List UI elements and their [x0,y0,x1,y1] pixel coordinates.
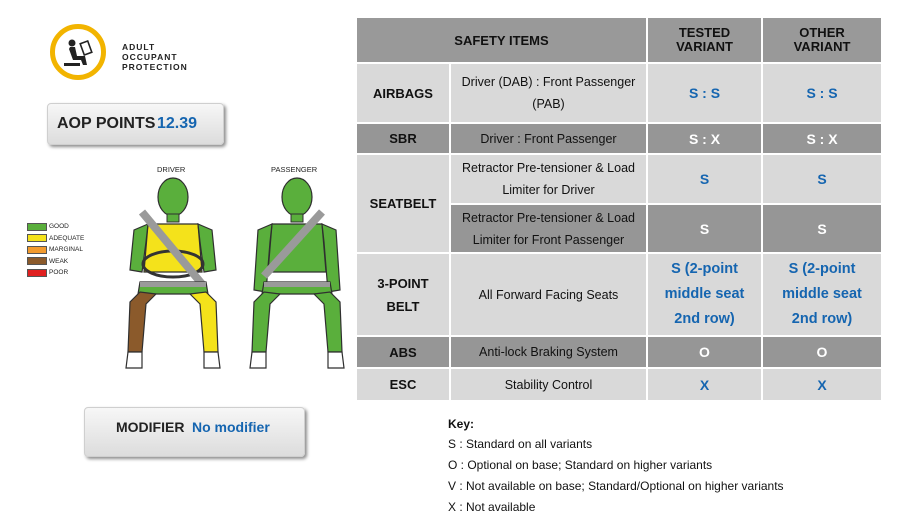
description-airbags: Driver (DAB) : Front Passenger (PAB) [450,63,647,123]
tested-sbr: S : X [647,123,762,154]
description-abs: Anti-lock Braking System [450,336,647,368]
driver-right-foot [204,352,220,368]
driver-left-foot [126,352,142,368]
description-3-point-belt: All Forward Facing Seats [450,253,647,336]
modifier-label: MODIFIER [116,419,185,435]
passenger-label: PASSENGER [271,165,318,174]
table-row-abs [356,336,882,368]
safety-items-table [355,16,883,402]
key-line: X : Not available [448,500,536,514]
category-3-point-belt: 3-POINT BELT [356,253,450,336]
legend-label: POOR [49,269,69,277]
category-esc: ESC [356,368,450,401]
description-esc: Stability Control [450,368,647,401]
table-row-3-point-belt [356,253,882,336]
aop-points-box [47,103,224,145]
passenger-right-foot [328,352,344,368]
legend-item-good [27,221,84,233]
description-sbr: Driver : Front Passenger [450,123,647,154]
header-safety-items: SAFETY ITEMS [356,17,647,63]
passenger-dummy-figure [242,172,352,382]
passenger-left-leg [252,292,280,352]
description-seatbelt-driver: Retractor Pre-tensioner & Load Limiter for Driver [450,154,647,204]
key-section [448,417,784,521]
passenger-neck [291,214,303,222]
legend-item-weak [27,256,84,268]
aop-points-value: 12.39 [157,115,198,132]
legend-swatch [27,246,47,254]
description-seatbelt-passenger: Retractor Pre-tensioner & Load Limiter for Front Passenger [450,204,647,253]
legend-item-marginal [27,244,84,256]
legend-swatch [27,257,47,265]
category-sbr: SBR [356,123,450,154]
aop-points-label: AOP POINTS [57,115,156,132]
legend-item-adequate [27,233,84,245]
legend-label: MARGINAL [49,246,83,254]
other-seatbelt-driver: S [762,154,882,204]
aop-logo [50,24,220,90]
category-seatbelt: SEATBELT [356,154,450,253]
other-seatbelt-passenger: S [762,204,882,253]
other-airbags: S : S [762,63,882,123]
other-esc: X [762,368,882,401]
tested-seatbelt-driver: S [647,154,762,204]
tested-airbags: S : S [647,63,762,123]
legend-swatch [27,234,47,242]
tested-3-point-belt: S (2-point middle seat 2nd row) [647,253,762,336]
passenger-lap-belt [264,282,330,287]
header-tested-variant: TESTED VARIANT [647,17,762,63]
key-title: Key: [448,417,475,431]
other-abs: O [762,336,882,368]
table-row-seatbelt-driver [356,154,882,204]
seated-occupant-icon [50,24,106,80]
driver-label: DRIVER [157,165,186,174]
table-header-row [356,17,882,63]
key-line: S : Standard on all variants [448,437,593,451]
category-abs: ABS [356,336,450,368]
key-line: O : Optional on base; Standard on higher variants [448,458,713,472]
passenger-head [282,178,312,216]
legend-swatch [27,269,47,277]
other-3-point-belt: S (2-point middle seat 2nd row) [762,253,882,336]
table-row-sbr [356,123,882,154]
driver-dummy-figure [118,172,228,382]
tested-seatbelt-passenger: S [647,204,762,253]
tested-esc: X [647,368,762,401]
key-line: V : Not available on base; Standard/Optional on higher variants [448,479,784,493]
other-sbr: S : X [762,123,882,154]
table-row-airbags [356,63,882,123]
driver-right-leg [190,292,218,352]
legend-swatch [27,223,47,231]
driver-head [158,178,188,216]
modifier-value: No modifier [192,419,270,435]
rating-legend [27,221,84,279]
driver-neck [167,214,179,222]
legend-item-poor [27,267,84,279]
driver-left-leg [128,292,156,352]
legend-label: ADEQUATE [49,234,85,242]
logo-text: ADULT OCCUPANT PROTECTION [122,42,188,72]
modifier-box [84,407,305,457]
legend-label: GOOD [49,223,69,231]
table-row-esc [356,368,882,401]
legend-label: WEAK [49,257,69,265]
driver-lap-belt [140,282,206,287]
passenger-left-foot [250,352,266,368]
header-other-variant: OTHER VARIANT [762,17,882,63]
tested-abs: O [647,336,762,368]
passenger-right-leg [314,292,342,352]
category-airbags: AIRBAGS [356,63,450,123]
